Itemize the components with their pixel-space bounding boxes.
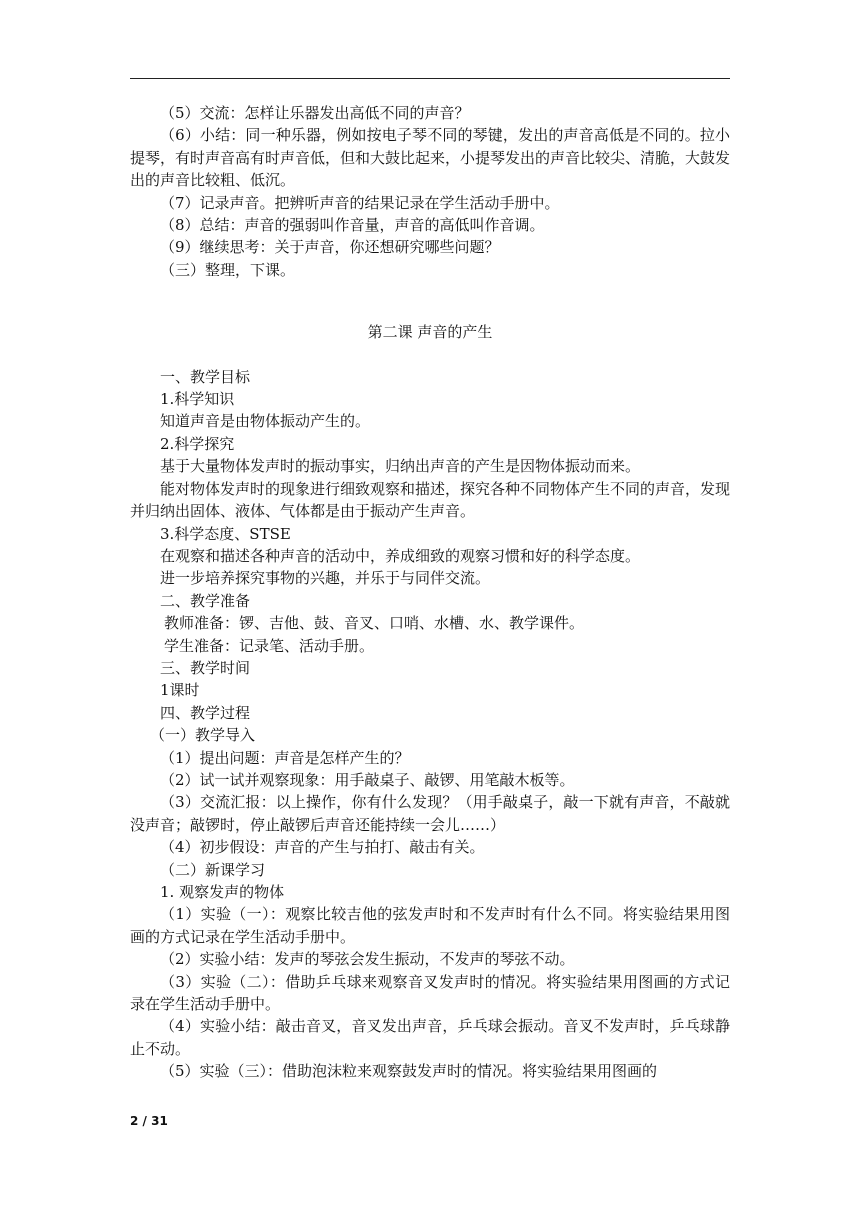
paragraph: 知道声音是由物体振动产生的。 — [160, 412, 371, 431]
paragraph: 能对物体发声时的现象进行细致观察和描述，探究各种不同物体产生不同的声音，发现并归纳出固体、液体、气体都是由于振动产生声音。 — [130, 479, 731, 521]
paragraph: 在观察和描述各种声音的活动中，养成细致的观察习惯和好的科学态度。 — [160, 546, 641, 565]
subsection-heading: 1.科学知识 — [160, 390, 235, 409]
paragraph: （1）实验（一）：观察比较吉他的弦发声时和不发声时有什么不同。将实验结果用图画的方式记录在学生活动手册中。 — [130, 905, 730, 946]
paragraph: 教师准备：锣、吉他、鼓、音叉、口哨、水槽、水、教学课件。 — [164, 614, 585, 633]
page-number: 2 / 31 — [130, 1114, 168, 1128]
paragraph: （2）实验小结：发声的琴弦会发生振动，不发声的琴弦不动。 — [160, 950, 575, 969]
lesson-title: 第二课 声音的产生 — [367, 323, 493, 342]
header-rule — [130, 78, 730, 79]
paragraph: （1）提出问题：声音是怎样产生的？ — [160, 748, 410, 767]
paragraph: 基于大量物体发声时的振动事实，归纳出声音的产生是因物体振动而来。 — [160, 457, 641, 476]
section-heading: 三、教学时间 — [160, 658, 251, 677]
step-heading: （二）新课学习 — [160, 860, 266, 879]
paragraph: （5）交流：怎样让乐器发出高低不同的声音？ — [160, 104, 470, 122]
paragraph: （8）总结：声音的强弱叫作音量，声音的高低叫作音调。 — [160, 216, 545, 235]
section-heading: 四、教学过程 — [160, 703, 251, 722]
subsection-heading: 3.科学态度、STSE — [160, 524, 291, 543]
section-heading: 二、教学准备 — [160, 591, 251, 610]
section-heading: 一、教学目标 — [160, 367, 251, 386]
paragraph: 进一步培养探究事物的兴趣，并乐于与同伴交流。 — [160, 569, 491, 588]
page-body — [130, 102, 730, 1083]
paragraph: （2）试一试并观察现象：用手敲桌子、敲锣、用笔敲木板等。 — [160, 770, 575, 789]
paragraph: （三）整理，下课。 — [160, 260, 296, 279]
paragraph: （3）实验（二）：借助乒乓球来观察音叉发声时的情况。将实验结果用图画的方式记录在学生活动手册中。 — [130, 972, 730, 1014]
paragraph: 1课时 — [160, 681, 200, 700]
paragraph: 学生准备：记录笔、活动手册。 — [164, 636, 375, 655]
paragraph: （3）交流汇报：以上操作，你有什么发现？（用手敲桌子，敲一下就有声音，不敲就没声音；敲锣时，停止敲锣后声音还能持续一会儿……） — [130, 793, 730, 834]
subsection-heading: 1. 观察发声的物体 — [160, 883, 285, 901]
paragraph: （7）记录声音。把辨听声音的结果记录在学生活动手册中。 — [160, 193, 560, 212]
paragraph: （5）实验（三）：借助泡沫粒来观察鼓发声时的情况。将实验结果用图画的 — [160, 1062, 658, 1081]
subsection-heading: 2.科学探究 — [160, 434, 235, 453]
paragraph: （4）实验小结：敲击音叉，音叉发出声音，乒乓球会振动。音叉不发声时，乒乓球静止不动。 — [130, 1017, 730, 1058]
paragraph: （6）小结：同一种乐器，例如按电子琴不同的琴键，发出的声音高低是不同的。拉小提琴，有时声音高有时声音低，但和大鼓比起来，小提琴发出的声音比较尖、清脆，大鼓发出的声音比较粗、低沉。 — [130, 126, 731, 190]
step-heading: （一）教学导入 — [150, 726, 256, 745]
paragraph: （4）初步假设：声音的产生与拍打、敲击有关。 — [160, 838, 485, 857]
paragraph: （9）继续思考：关于声音，你还想研究哪些问题？ — [160, 238, 500, 257]
